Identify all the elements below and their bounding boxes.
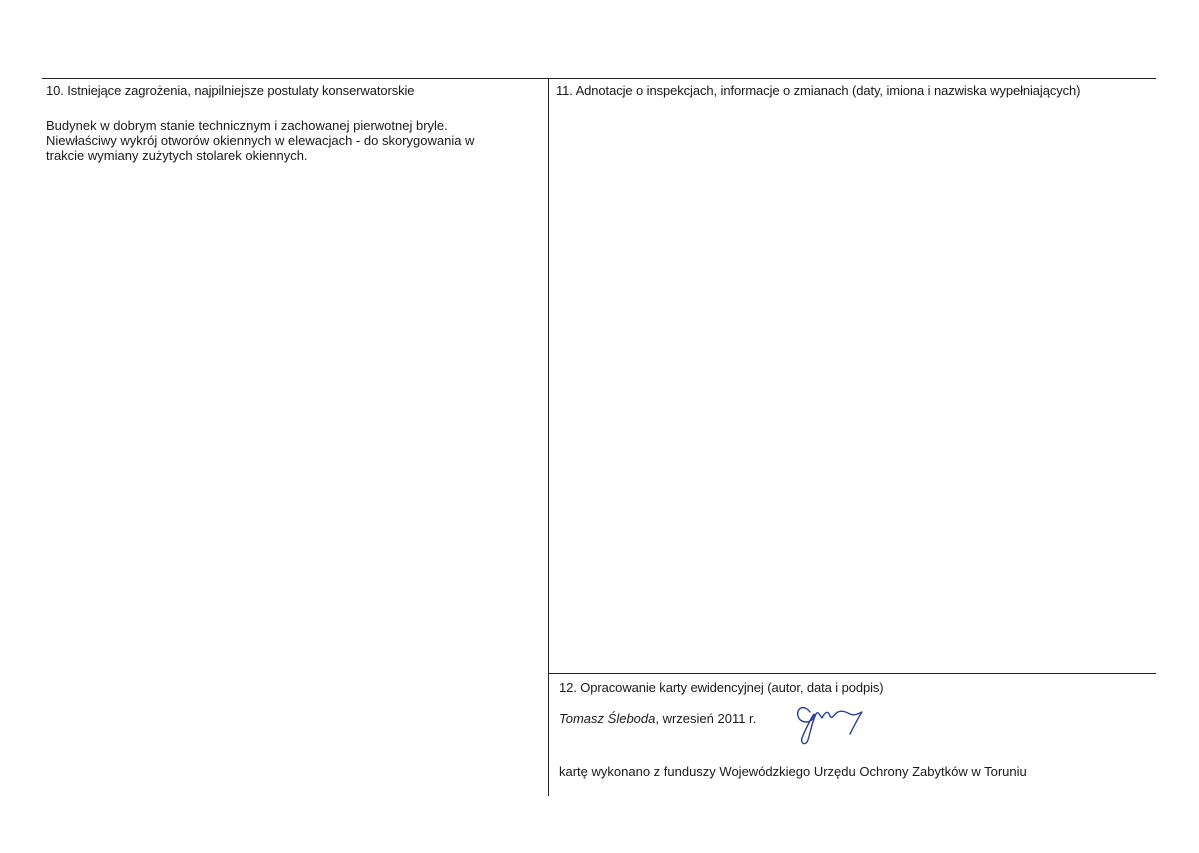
signature-icon (792, 698, 872, 750)
section-11-title: 11. Adnotacje o inspekcjach, informacje o zmianach (daty, imiona i nazwiska wypełniających) (556, 83, 1081, 98)
author-line (559, 711, 756, 727)
section-10-title: 10. Istniejące zagrożenia, najpilniejsze postulaty konserwatorskie (46, 83, 415, 98)
top-rule (42, 78, 1156, 79)
section-10-line: Niewłaściwy wykrój otworów okiennych w elewacjach - do skorygowania w (46, 133, 475, 148)
section-12-title: 12. Opracowanie karty ewidencyjnej (autor, data i podpis) (559, 680, 884, 695)
column-divider (548, 78, 549, 796)
section-12-rule (549, 673, 1156, 674)
author-name: Tomasz Śleboda (559, 711, 656, 726)
section-10-body (46, 118, 541, 163)
author-date: , wrzesień 2011 r. (655, 711, 757, 726)
funding-note: kartę wykonano z funduszy Wojewódzkiego Urzędu Ochrony Zabytków w Toruniu (559, 764, 1027, 779)
section-10-line: trakcie wymiany zużytych stolarek okiennych. (46, 148, 308, 163)
section-10-line: Budynek w dobrym stanie technicznym i zachowanej pierwotnej bryle. (46, 118, 448, 133)
